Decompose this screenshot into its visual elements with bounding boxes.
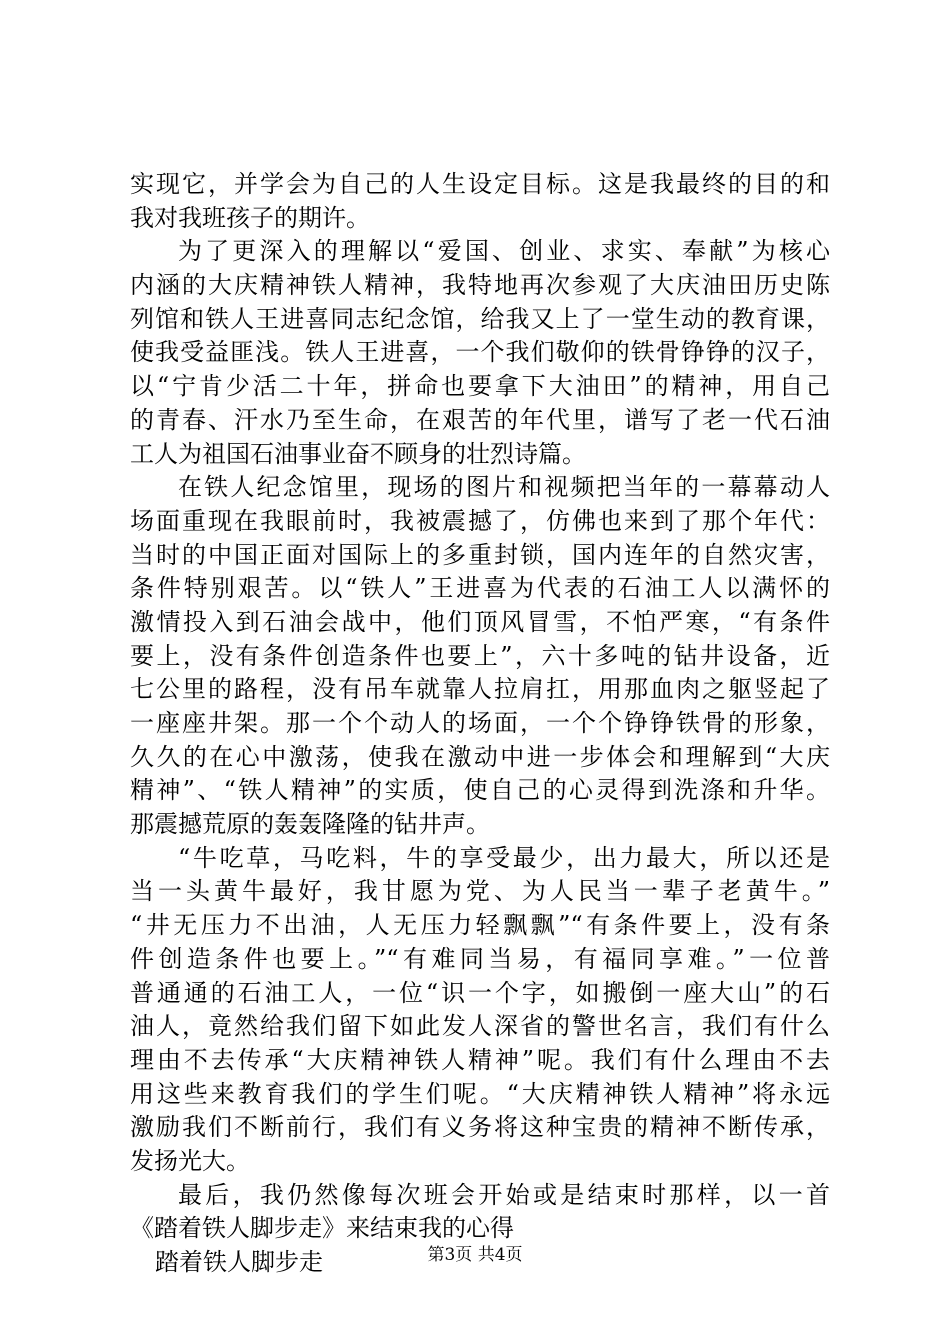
page-footer: 第3页 共4页 <box>427 1245 523 1265</box>
text-line: 我对我班孩子的期许。 <box>130 203 370 232</box>
text-line: 工人为祖国石油事业奋不顾身的壮烈诗篇。 <box>130 439 586 468</box>
text-line: 精神”、“铁人精神”的实质，使自己的心灵得到洗涤和升华。 <box>130 776 830 805</box>
text-line: 理由不去传承“大庆精神铁人精神”呢。我们有什么理由不去 <box>130 1045 830 1074</box>
text-line: 《踏着铁人脚步走》来结束我的心得 <box>130 1214 514 1243</box>
text-line: 那震撼荒原的轰轰隆隆的钻井声。 <box>130 810 490 839</box>
text-line: 列馆和铁人王进喜同志纪念馆，给我又上了一堂生动的教育课， <box>130 304 830 333</box>
text-line: 内涵的大庆精神铁人精神，我特地再次参观了大庆油田历史陈 <box>130 271 830 300</box>
text-line: 一座座井架。那一个个动人的场面，一个个铮铮铁骨的形象， <box>130 709 830 737</box>
text-line: 七公里的路程，没有吊车就靠人拉肩扛，用那血肉之躯竖起了 <box>130 675 830 704</box>
text-line: “牛吃草，马吃料，牛的享受最少，出力最大，所以还是 <box>178 843 830 872</box>
text-line: “井无压力不出油，人无压力轻飘飘”“有条件要上，没有条 <box>130 911 830 940</box>
text-line: 实现它，并学会为自己的人生设定目标。这是我最终的目的和 <box>130 170 830 198</box>
text-line: 激励我们不断前行，我们有义务将这种宝贵的精神不断传承， <box>130 1113 830 1142</box>
text-line: 踏着铁人脚步走 <box>155 1248 323 1276</box>
text-line: 当时的中国正面对国际上的多重封锁，国内连年的自然灾害， <box>130 540 830 569</box>
text-line: 最后，我仍然像每次班会开始或是结束时那样，以一首 <box>178 1180 830 1209</box>
text-line: 用这些来教育我们的学生们呢。“大庆精神铁人精神”将永远 <box>130 1079 830 1108</box>
text-line: 激情投入到石油会战中，他们顶风冒雪，不怕严寒，“有条件 <box>130 607 830 636</box>
text-line: 当一头黄牛最好，我甘愿为党、为人民当一辈子老黄牛。” <box>130 877 830 906</box>
text-line: 场面重现在我眼前时，我被震撼了，仿佛也来到了那个年代： <box>130 506 830 535</box>
text-line: 使我受益匪浅。铁人王进喜，一个我们敬仰的铁骨铮铮的汉子， <box>130 338 830 367</box>
text-line: 的青春、汗水乃至生命，在艰苦的年代里，谱写了老一代石油 <box>130 405 830 434</box>
text-line: 普通通的石油工人，一位“识一个字，如搬倒一座大山”的石 <box>130 978 830 1007</box>
text-line: 在铁人纪念馆里，现场的图片和视频把当年的一幕幕动人 <box>178 473 830 502</box>
text-line: 要上，没有条件创造条件也要上”，六十多吨的钻井设备，近 <box>130 641 830 670</box>
text-line: 发扬光大。 <box>130 1146 250 1175</box>
text-line: 件创造条件也要上。”“有难同当易，有福同享难。”一位普 <box>130 944 830 973</box>
text-line: 油人，竟然给我们留下如此发人深省的警世名言，我们有什么 <box>130 1012 830 1041</box>
text-line: 久久的在心中激荡，使我在激动中进一步体会和理解到“大庆 <box>130 742 830 771</box>
document-body <box>130 168 830 1280</box>
text-line: 以“宁肯少活二十年，拼命也要拿下大油田”的精神，用自己 <box>130 372 830 401</box>
text-line: 条件特别艰苦。以“铁人”王进喜为代表的石油工人以满怀的 <box>130 574 830 603</box>
text-line: 为了更深入的理解以“爱国、创业、求实、奉献”为核心 <box>178 237 830 266</box>
